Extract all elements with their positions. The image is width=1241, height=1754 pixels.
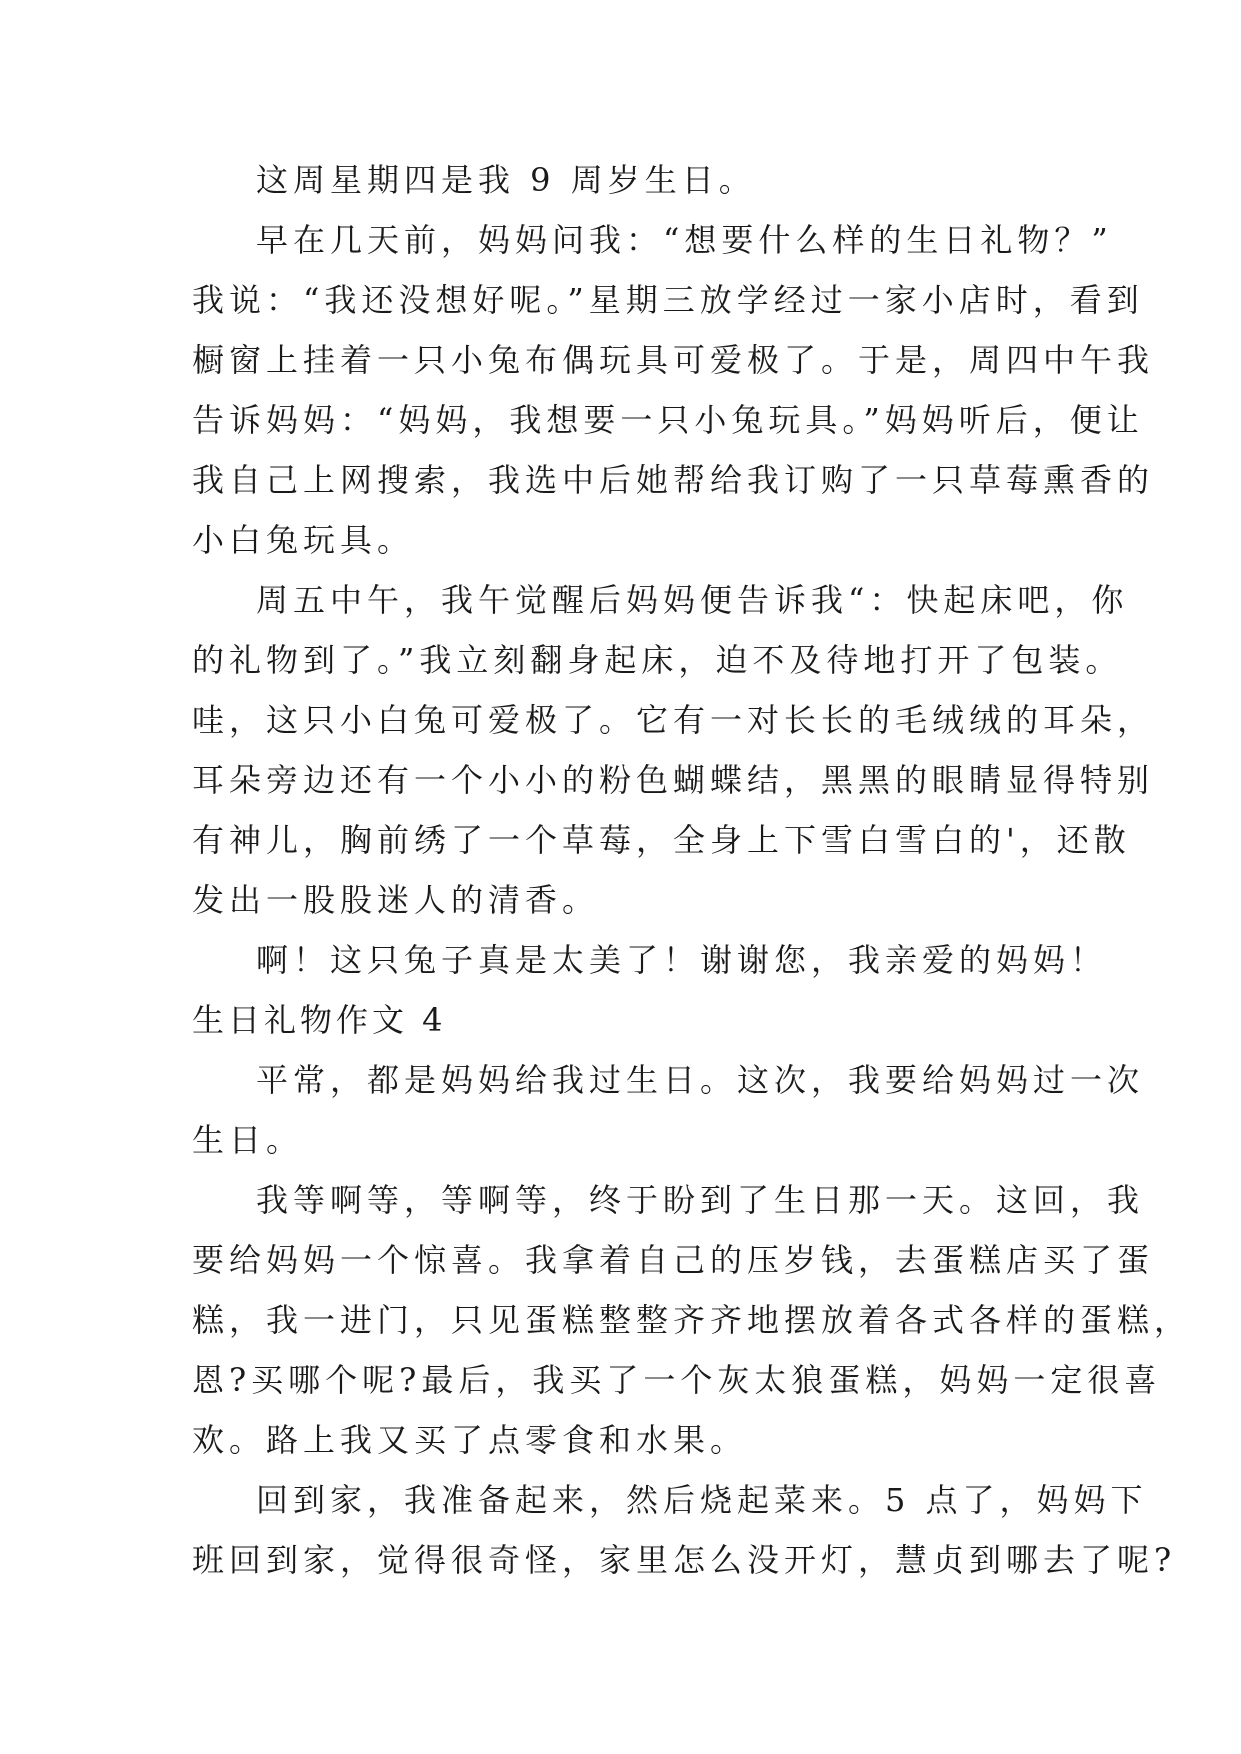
paragraph-line: 告诉妈妈：“妈妈，我想要一只小兔玩具。”妈妈听后，便让: [192, 401, 1144, 439]
paragraph-line: 哇，这只小白兔可爱极了。它有一对长长的毛绒绒的耳朵，: [192, 701, 1155, 739]
paragraph-line: 有神儿，胸前绣了一个草莓，全身上下雪白雪白的'，还散: [192, 821, 1131, 859]
paragraph-line: 要给妈妈一个惊喜。我拿着自己的压岁钱，去蛋糕店买了蛋: [192, 1241, 1155, 1279]
paragraph-line: 啊！这只兔子真是太美了！谢谢您，我亲爱的妈妈！: [256, 941, 1108, 979]
section-heading: 生日礼物作文 4: [192, 1001, 447, 1039]
paragraph-line: 早在几天前，妈妈问我：“想要什么样的生日礼物？”: [256, 221, 1113, 259]
paragraph-line: 回到家，我准备起来，然后烧起菜来。5 点了，妈妈下: [256, 1481, 1148, 1519]
paragraph-line: 平常，都是妈妈给我过生日。这次，我要给妈妈过一次: [256, 1061, 1145, 1099]
paragraph-line: 的礼物到了。”我立刻翻身起床，迫不及待地打开了包装。: [192, 641, 1123, 679]
paragraph-line: 小白兔玩具。: [192, 521, 415, 559]
paragraph-line: 欢。路上我又买了点零食和水果。: [192, 1421, 748, 1459]
paragraph-line: 我说：“我还没想好呢。”星期三放学经过一家小店时，看到: [192, 281, 1144, 319]
paragraph-line: 生日。: [192, 1121, 304, 1159]
paragraph-line: 周五中午，我午觉醒后妈妈便告诉我“：快起床吧，你: [256, 581, 1129, 619]
paragraph-line: 恩?买哪个呢?最后，我买了一个灰太狼蛋糕，妈妈一定很喜: [192, 1361, 1162, 1399]
paragraph-line: 耳朵旁边还有一个小小的粉色蝴蝶结，黑黑的眼睛显得特别: [192, 761, 1155, 799]
paragraph-line: 橱窗上挂着一只小兔布偶玩具可爱极了。于是，周四中午我: [192, 341, 1155, 379]
paragraph-line: 我等啊等，等啊等，终于盼到了生日那一天。这回，我: [256, 1181, 1145, 1219]
paragraph-line: 糕，我一进门，只见蛋糕整整齐齐地摆放着各式各样的蛋糕，: [192, 1301, 1192, 1339]
essay-text: [192, 150, 1192, 1590]
paragraph-line: 这周星期四是我 9 周岁生日。: [256, 161, 756, 199]
paragraph-line: 班回到家，觉得很奇怪，家里怎么没开灯，慧贞到哪去了呢?: [192, 1541, 1177, 1579]
paragraph-line: 我自己上网搜索，我选中后她帮给我订购了一只草莓熏香的: [192, 461, 1155, 499]
paragraph-line: 发出一股股迷人的清香。: [192, 881, 600, 919]
